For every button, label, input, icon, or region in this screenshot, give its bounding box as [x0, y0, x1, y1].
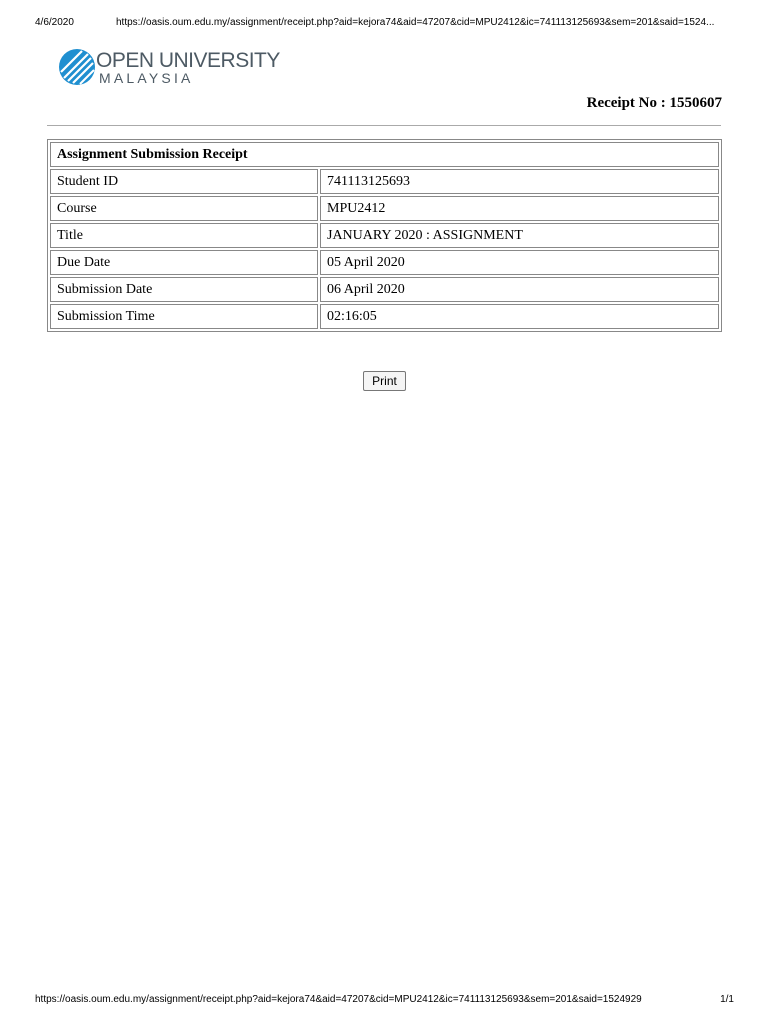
logo-text-line1: OPEN UNIVERSITY	[96, 49, 280, 72]
row-value: JANUARY 2020 : ASSIGNMENT	[320, 223, 719, 248]
row-label: Due Date	[50, 250, 318, 275]
table-row	[50, 304, 719, 329]
row-label: Submission Date	[50, 277, 318, 302]
row-value: 02:16:05	[320, 304, 719, 329]
row-value: MPU2412	[320, 196, 719, 221]
table-row	[50, 196, 719, 221]
page-number: 1/1	[720, 994, 734, 1005]
receipt-number: Receipt No : 1550607	[586, 95, 722, 111]
row-value: 06 April 2020	[320, 277, 719, 302]
oum-logo-icon	[58, 48, 96, 86]
print-header-url: https://oasis.oum.edu.my/assignment/receipt.php?aid=kejora74&aid=47207&cid=MPU2412&ic=741113125693&sem=201&said=1524...	[116, 17, 715, 28]
table-row	[50, 223, 719, 248]
table-heading-row	[50, 142, 719, 167]
divider	[47, 125, 721, 126]
logo-text-line2: MALAYSIA	[99, 70, 194, 86]
table-row	[50, 250, 719, 275]
row-value: 05 April 2020	[320, 250, 719, 275]
table-row	[50, 277, 719, 302]
print-footer-url: https://oasis.oum.edu.my/assignment/receipt.php?aid=kejora74&aid=47207&cid=MPU2412&ic=741113125693&sem=201&said=1524929	[35, 994, 642, 1005]
receipt-table	[47, 139, 722, 332]
oum-logo	[58, 48, 280, 90]
print-button[interactable]: Print	[363, 371, 406, 391]
row-label: Title	[50, 223, 318, 248]
row-label: Student ID	[50, 169, 318, 194]
row-label: Submission Time	[50, 304, 318, 329]
table-row	[50, 169, 719, 194]
print-date: 4/6/2020	[35, 17, 74, 28]
row-value: 741113125693	[320, 169, 719, 194]
table-heading: Assignment Submission Receipt	[50, 142, 719, 167]
row-label: Course	[50, 196, 318, 221]
